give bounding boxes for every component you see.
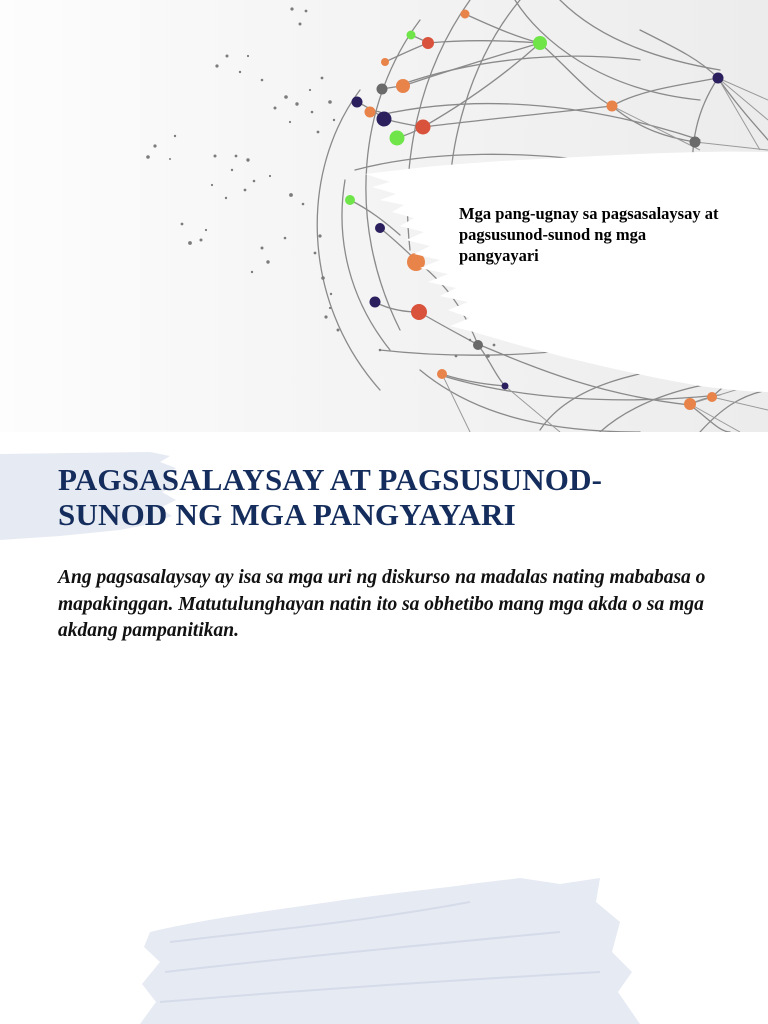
content-slide: [0, 432, 768, 1024]
bottom-brush-stroke: [140, 878, 640, 1024]
slide-heading: PAGSASALAYSAY AT PAGSUSUNOD-SUNOD NG MGA PANGYAYARI: [58, 462, 603, 532]
slide-title: Mga pang-ugnay sa pagsasalaysay at pagsusunod-sunod ng mga pangyayari: [459, 204, 719, 265]
title-slide: [0, 0, 768, 432]
torn-paper-strip: [365, 152, 768, 392]
slide-body-text: Ang pagsasalaysay ay isa sa mga uri ng diskurso na madalas nating mababasa o mapakinggan. Matutulunghayan natin ito sa obhetibo mang mga akda o sa mga akdang pampanitikan.: [58, 567, 706, 641]
